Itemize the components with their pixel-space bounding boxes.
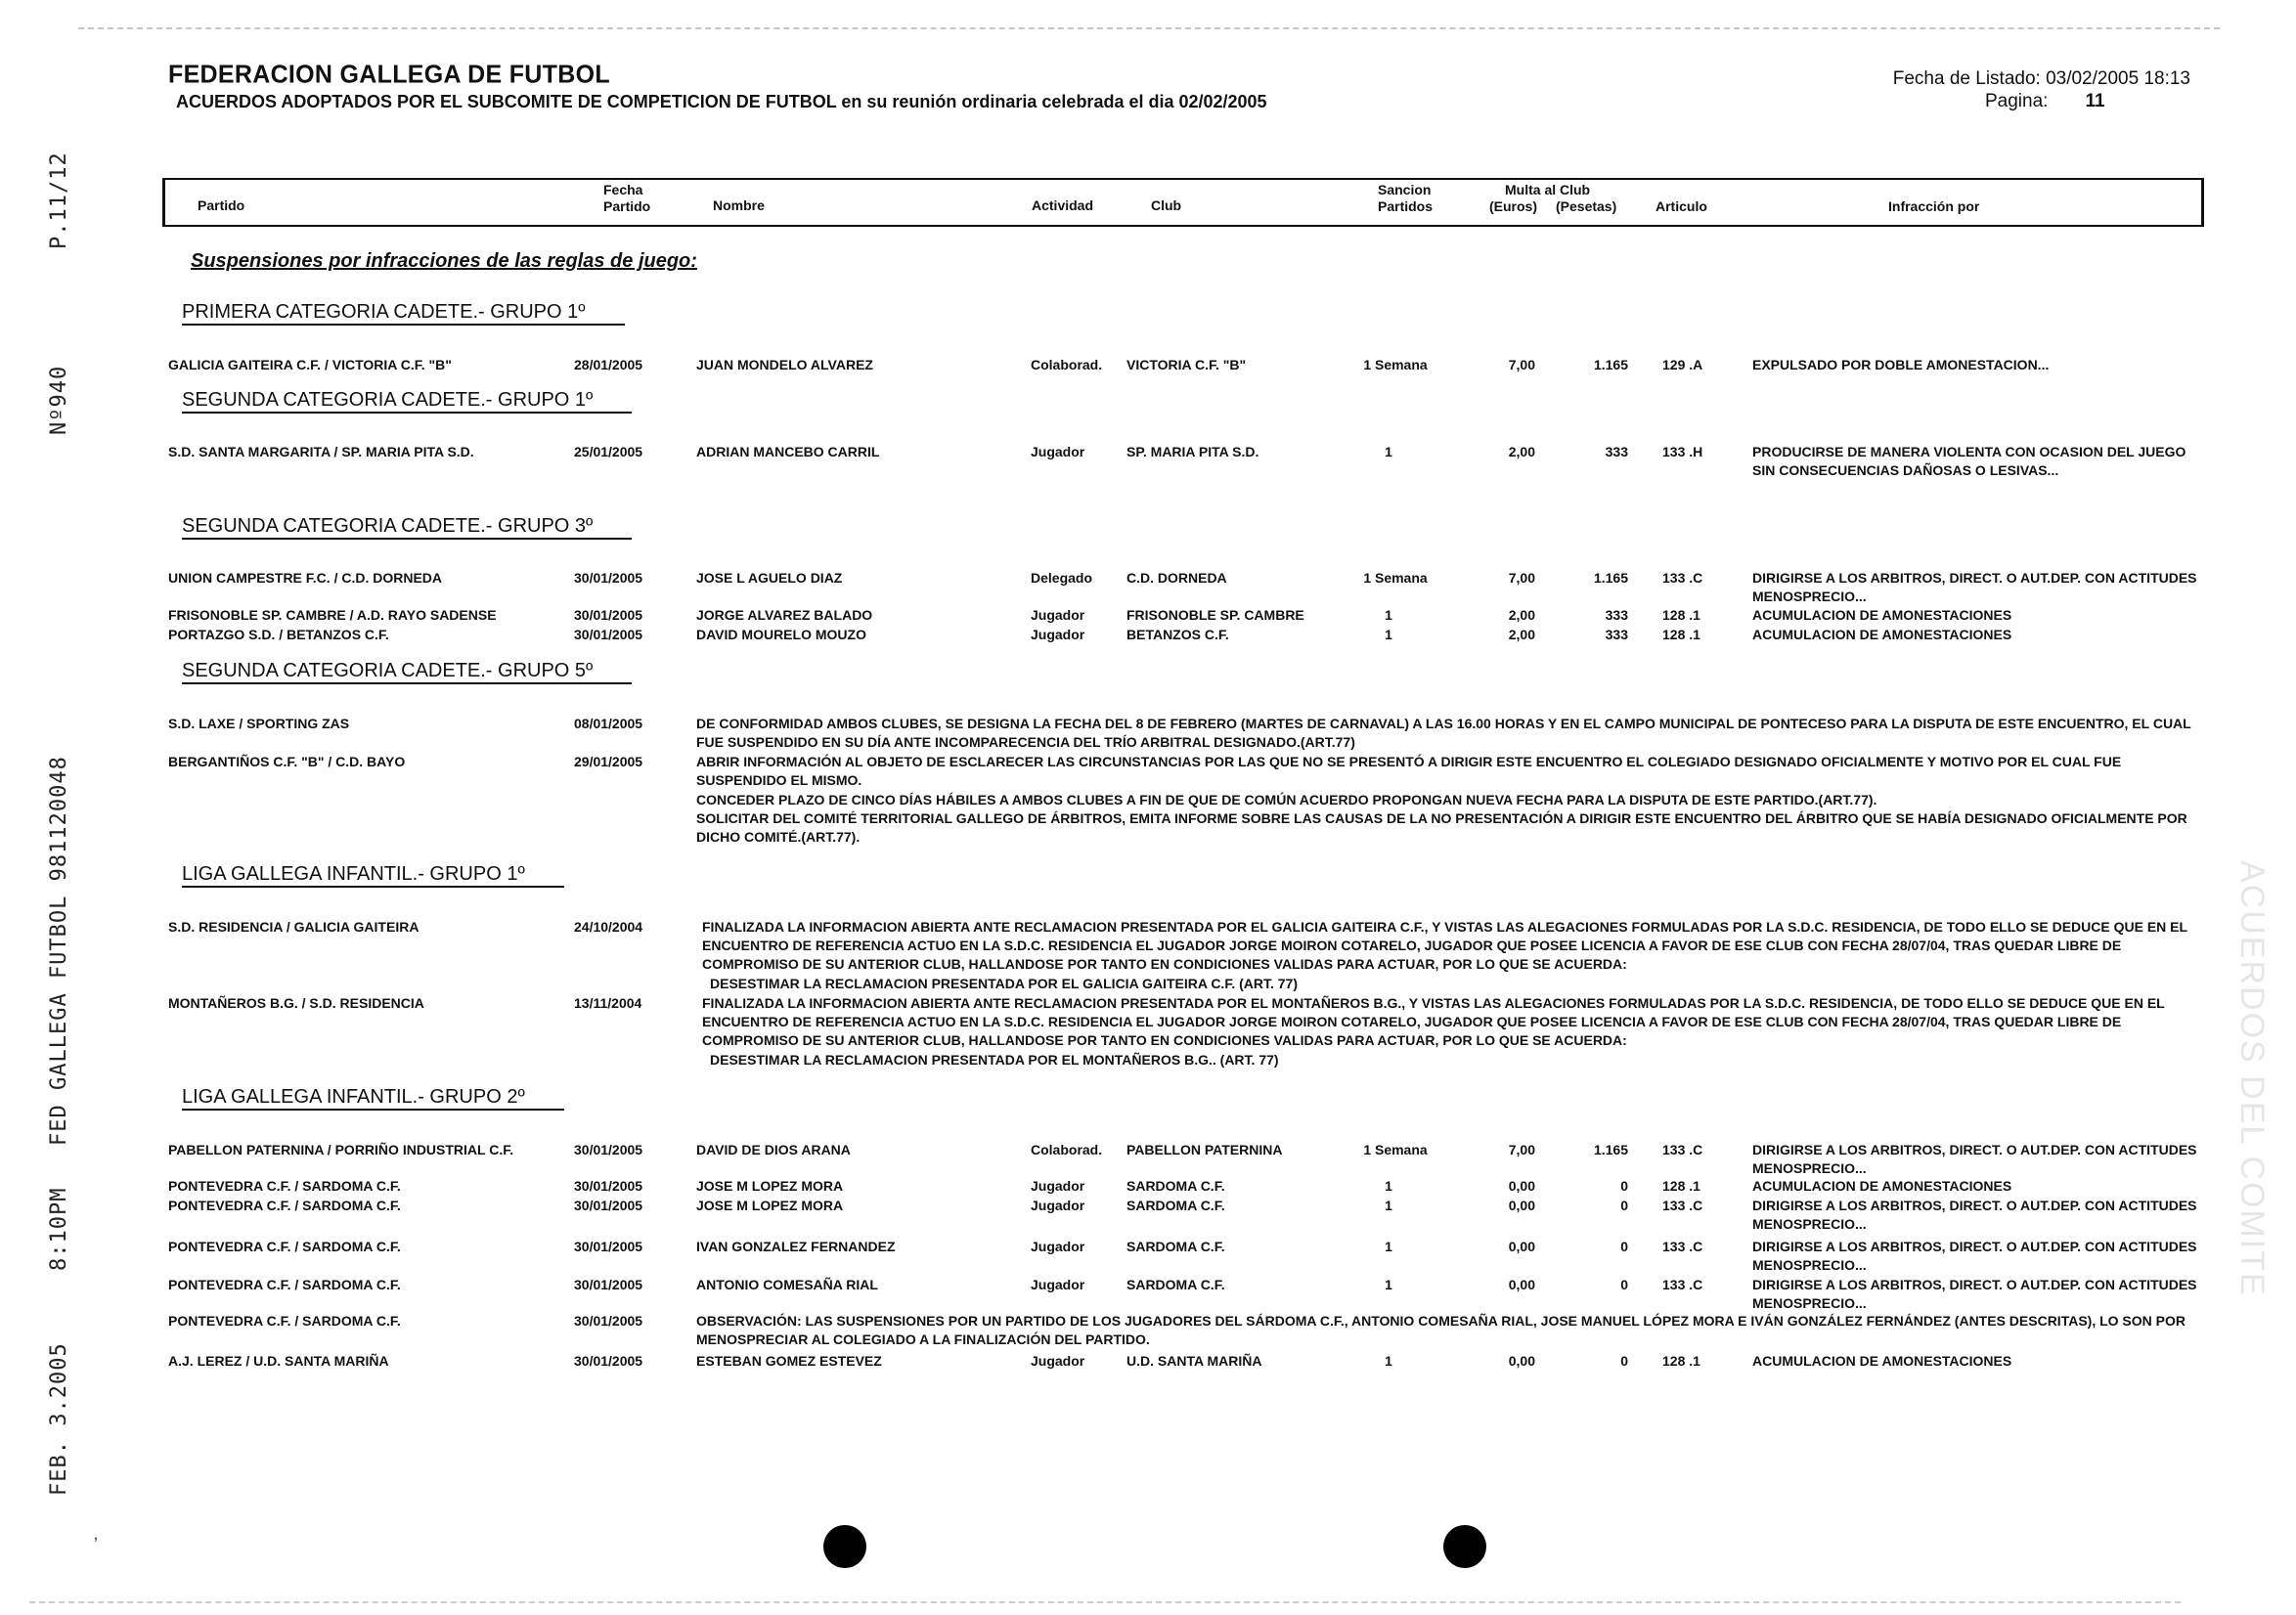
row-actividad: Jugador — [1031, 627, 1085, 642]
row-infraccion: EXPULSADO POR DOBLE AMONESTACION... — [1752, 357, 2050, 372]
row-fecha: 30/01/2005 — [574, 1198, 643, 1213]
row-nombre: DAVID MOURELO MOUZO — [696, 627, 866, 642]
row-pesetas: 333 — [1605, 627, 1628, 642]
group-title: SEGUNDA CATEGORIA CADETE.- GRUPO 5º — [182, 659, 632, 684]
row-partido: PONTEVEDRA C.F. / SARDOMA C.F. — [168, 1198, 401, 1213]
row-articulo: 128 .1 — [1662, 607, 1700, 623]
section-title: Suspensiones por infracciones de las reglas de juego: — [191, 250, 697, 272]
scan-mark: ʼ — [94, 1535, 98, 1554]
row-fecha: 30/01/2005 — [574, 1277, 643, 1292]
row-articulo: 133 .C — [1662, 1198, 1703, 1213]
row-pesetas: 333 — [1605, 444, 1628, 459]
subtitle-lower: en su reunión ordinaria celebrada el dia 02/02/2005 — [836, 92, 1267, 111]
row-club: SP. MARIA PITA S.D. — [1126, 444, 1259, 459]
row-observacion: ABRIR INFORMACIÓN AL OBJETO DE ESCLARECER LAS CIRCUNSTANCIAS POR LAS QUE NO SE PRESENTÓ A DIRIGIR ESTE ENCUENTRO EL COLEGIADO DESIGNADO OFICIALMENTE Y MOTIVO POR EL CUAL FUE SUSPENDIDO EL MISMO. — [696, 754, 2122, 788]
bleed-through-text: ACUERDOS DEL COMITE — [2233, 860, 2271, 1297]
row-euros: 0,00 — [1508, 1178, 1535, 1194]
row-sancion: 1 — [1385, 1178, 1392, 1194]
group-title: SEGUNDA CATEGORIA CADETE.- GRUPO 1º — [182, 388, 632, 414]
row-nombre: ESTEBAN GOMEZ ESTEVEZ — [696, 1353, 882, 1369]
col-sancion — [1378, 182, 1433, 215]
row-sancion: 1 — [1385, 1353, 1392, 1369]
column-header-box — [162, 178, 2204, 227]
row-partido: PONTEVEDRA C.F. / SARDOMA C.F. — [168, 1178, 401, 1194]
row-articulo: 133 .C — [1662, 1239, 1703, 1254]
row-euros: 0,00 — [1508, 1353, 1535, 1369]
row-euros: 2,00 — [1508, 627, 1535, 642]
row-actividad: Colaborad. — [1031, 357, 1103, 372]
listing-date — [1848, 68, 2190, 90]
row-pesetas: 333 — [1605, 607, 1628, 623]
scan-artifact-top — [78, 27, 2220, 29]
row-actividad: Jugador — [1031, 1198, 1085, 1213]
row-sancion: 1 — [1385, 607, 1392, 623]
page-number: 11 — [2085, 91, 2105, 111]
row-infraccion: DIRIGIRSE A LOS ARBITROS, DIRECT. O AUT.DEP. CON ACTITUDES MENOSPRECIO... — [1752, 1142, 2197, 1176]
row-partido: BERGANTIÑOS C.F. "B" / C.D. BAYO — [168, 754, 406, 769]
row-euros: 2,00 — [1508, 444, 1535, 459]
row-club: VICTORIA C.F. "B" — [1126, 357, 1247, 372]
row-fecha: 30/01/2005 — [574, 1353, 643, 1369]
row-infraccion: ACUMULACION DE AMONESTACIONES — [1752, 627, 2012, 642]
row-pesetas: 1.165 — [1593, 1142, 1628, 1157]
row-articulo: 133 .C — [1662, 1277, 1703, 1292]
row-observacion: FINALIZADA LA INFORMACION ABIERTA ANTE RECLAMACION PRESENTADA POR EL GALICIA GAITEIRA C.F., Y VISTAS LAS ALEGACIONES FORMULADAS POR LA S.D.C. RESIDENCIA, DE TODO ELLO SE DEDUCE QUE EN EL ENCUENTRO DE REFERENCIA ACTUO EN LA S.D.C. RESIDENCIA EL JUGADOR JORGE MOIRON COTARELO, JUGADOR QUE POSEE LICENCIA A FAVOR DE ESE CLUB CON FECHA 28/07/04, TRAS QUEDAR LIBRE DE COMPROMISO DE SU ANTERIOR CLUB, HALLANDOSE POR TANTO EN CONDICIONES VALIDAS PARA ACTUAR, POR LO QUE SE ACUERDA: — [702, 919, 2187, 972]
page-label: Pagina: — [1985, 91, 2049, 111]
row-partido: FRISONOBLE SP. CAMBRE / A.D. RAYO SADENSE — [168, 607, 497, 623]
col-actividad: Actividad — [1032, 197, 1094, 213]
row-pesetas: 0 — [1620, 1353, 1628, 1369]
row-observacion: OBSERVACIÓN: LAS SUSPENSIONES POR UN PARTIDO DE LOS JUGADORES DEL SÁRDOMA C.F., ANTONIO COMESAÑA RIAL, JOSE MANUEL LÓPEZ MORA E IVÁN GONZÁLEZ FERNÁNDEZ (ANTES DESCRITAS), LO SON POR MENOSPRECIAR AL COLEGIADO A LA FINALIZACIÓN DEL PARTIDO. — [696, 1313, 2186, 1347]
row-actividad: Jugador — [1031, 1353, 1085, 1369]
row-nombre: JOSE L AGUELO DIAZ — [696, 570, 843, 586]
row-pesetas: 1.165 — [1593, 357, 1628, 372]
row-nombre: JUAN MONDELO ALVAREZ — [696, 357, 873, 372]
col-sancion-2: Partidos — [1378, 198, 1434, 214]
row-sancion: 1 — [1385, 1277, 1392, 1292]
row-articulo: 128 .1 — [1662, 1178, 1700, 1194]
col-sancion-1: Sancion — [1378, 182, 1432, 197]
row-partido: S.D. SANTA MARGARITA / SP. MARIA PITA S.D. — [168, 444, 474, 459]
row-sancion: 1 Semana — [1363, 1142, 1428, 1157]
row-infraccion: DIRIGIRSE A LOS ARBITROS, DIRECT. O AUT.DEP. CON ACTITUDES MENOSPRECIO... — [1752, 1239, 2197, 1273]
row-sancion: 1 — [1385, 1198, 1392, 1213]
row-infraccion: DIRIGIRSE A LOS ARBITROS, DIRECT. O AUT.DEP. CON ACTITUDES MENOSPRECIO... — [1752, 570, 2197, 604]
row-partido: PONTEVEDRA C.F. / SARDOMA C.F. — [168, 1313, 401, 1329]
row-partido: S.D. LAXE / SPORTING ZAS — [168, 716, 350, 731]
row-euros: 2,00 — [1508, 607, 1535, 623]
row-club: C.D. DORNEDA — [1126, 570, 1227, 586]
organization-title: FEDERACION GALLEGA DE FUTBOL — [168, 60, 610, 89]
group-title: LIGA GALLEGA INFANTIL.- GRUPO 1º — [182, 862, 564, 888]
row-sancion: 1 Semana — [1363, 570, 1428, 586]
col-euros: (Euros) — [1489, 198, 1537, 214]
fax-number: Nº940 — [47, 365, 71, 435]
row-pesetas: 0 — [1620, 1277, 1628, 1292]
row-fecha: 13/11/2004 — [574, 995, 642, 1011]
row-partido: PONTEVEDRA C.F. / SARDOMA C.F. — [168, 1239, 401, 1254]
row-partido: UNION CAMPESTRE F.C. / C.D. DORNEDA — [168, 570, 443, 586]
row-nombre: JORGE ALVAREZ BALADO — [696, 607, 873, 623]
col-club: Club — [1151, 197, 1182, 213]
fax-page: P.11/12 — [47, 152, 71, 249]
row-observacion-2: CONCEDER PLAZO DE CINCO DÍAS HÁBILES A AMBOS CLUBES A FIN DE QUE DE COMÚN ACUERDO PROPONGAN NUEVA FECHA PARA LA DISPUTA DE ESTE PARTIDO.(ART.77). — [696, 792, 1877, 808]
col-fecha-1: Fecha — [603, 182, 643, 197]
group-title: PRIMERA CATEGORIA CADETE.- GRUPO 1º — [182, 300, 625, 326]
row-sancion: 1 — [1385, 444, 1392, 459]
page-indicator — [1985, 91, 2105, 112]
scan-artifact-bottom — [29, 1601, 2181, 1603]
row-euros: 7,00 — [1508, 570, 1535, 586]
row-pesetas: 0 — [1620, 1239, 1628, 1254]
row-euros: 7,00 — [1508, 1142, 1535, 1157]
row-club: SARDOMA C.F. — [1126, 1239, 1225, 1254]
row-nombre: ANTONIO COMESAÑA RIAL — [696, 1277, 878, 1292]
col-fecha — [603, 182, 650, 215]
row-nombre: DAVID DE DIOS ARANA — [696, 1142, 851, 1157]
row-nombre: ADRIAN MANCEBO CARRIL — [696, 444, 880, 459]
row-observacion-2: DESESTIMAR LA RECLAMACION PRESENTADA POR EL MONTAÑEROS B.G.. (ART. 77) — [710, 1052, 1279, 1068]
row-partido: MONTAÑEROS B.G. / S.D. RESIDENCIA — [168, 995, 424, 1011]
row-infraccion: ACUMULACION DE AMONESTACIONES — [1752, 607, 2012, 623]
row-partido: A.J. LEREZ / U.D. SANTA MARIÑA — [168, 1353, 389, 1369]
listing-date-label: Fecha de Listado: — [1892, 68, 2041, 89]
row-nombre: JOSE M LOPEZ MORA — [696, 1178, 844, 1194]
row-club: PABELLON PATERNINA — [1126, 1142, 1283, 1157]
row-fecha: 30/01/2005 — [574, 607, 643, 623]
row-actividad: Delegado — [1031, 570, 1093, 586]
row-partido: GALICIA GAITEIRA C.F. / VICTORIA C.F. "B" — [168, 357, 452, 372]
row-infraccion: PRODUCIRSE DE MANERA VIOLENTA CON OCASION DEL JUEGO SIN CONSECUENCIAS DAÑOSAS O LESIVAS... — [1752, 444, 2186, 478]
fax-date: FEB. 3.2005 — [47, 1342, 71, 1496]
row-club: BETANZOS C.F. — [1126, 627, 1229, 642]
col-articulo: Articulo — [1656, 198, 1707, 214]
row-partido: S.D. RESIDENCIA / GALICIA GAITEIRA — [168, 919, 419, 935]
row-pesetas: 1.165 — [1593, 570, 1628, 586]
row-infraccion: DIRIGIRSE A LOS ARBITROS, DIRECT. O AUT.DEP. CON ACTITUDES MENOSPRECIO... — [1752, 1277, 2197, 1311]
row-observacion-2: DESESTIMAR LA RECLAMACION PRESENTADA POR EL GALICIA GAITEIRA C.F. (ART. 77) — [710, 976, 1298, 991]
row-club: U.D. SANTA MARIÑA — [1126, 1353, 1262, 1369]
col-nombre: Nombre — [713, 197, 765, 213]
row-actividad: Jugador — [1031, 444, 1085, 459]
row-infraccion: DIRIGIRSE A LOS ARBITROS, DIRECT. O AUT.DEP. CON ACTITUDES MENOSPRECIO... — [1752, 1198, 2197, 1232]
punch-hole-right — [1443, 1525, 1486, 1568]
row-articulo: 133 .C — [1662, 1142, 1703, 1157]
group-title: LIGA GALLEGA INFANTIL.- GRUPO 2º — [182, 1085, 564, 1111]
row-articulo: 133 .C — [1662, 570, 1703, 586]
row-fecha: 30/01/2005 — [574, 1239, 643, 1254]
row-club: SARDOMA C.F. — [1126, 1277, 1225, 1292]
row-fecha: 30/01/2005 — [574, 570, 643, 586]
fax-sender: FED GALLEGA FUTBOL 981120048 — [47, 756, 71, 1146]
row-pesetas: 0 — [1620, 1178, 1628, 1194]
row-actividad: Colaborad. — [1031, 1142, 1103, 1157]
row-actividad: Jugador — [1031, 1178, 1085, 1194]
row-articulo: 133 .H — [1662, 444, 1703, 459]
col-partido: Partido — [198, 197, 245, 213]
row-observacion-3: SOLICITAR DEL COMITÉ TERRITORIAL GALLEGO DE ÁRBITROS, EMITA INFORME SOBRE LAS CAUSAS DE LA NO PRESENTACIÓN A DIRIGIR ESTE ENCUENTRO DEL ÁRBITRO QUE SE HABÍA DESIGNADO OFICIALMENTE POR DICHO COMITÉ.(ART.77). — [696, 810, 2187, 845]
row-nombre: JOSE M LOPEZ MORA — [696, 1198, 844, 1213]
row-sancion: 1 — [1385, 1239, 1392, 1254]
row-euros: 0,00 — [1508, 1277, 1535, 1292]
row-actividad: Jugador — [1031, 1239, 1085, 1254]
listing-date-value: 03/02/2005 18:13 — [2046, 68, 2190, 89]
row-club: SARDOMA C.F. — [1126, 1198, 1225, 1213]
row-actividad: Jugador — [1031, 1277, 1085, 1292]
row-fecha: 30/01/2005 — [574, 1313, 643, 1329]
row-pesetas: 0 — [1620, 1198, 1628, 1213]
row-sancion: 1 Semana — [1363, 357, 1428, 372]
row-articulo: 128 .1 — [1662, 1353, 1700, 1369]
row-partido: PONTEVEDRA C.F. / SARDOMA C.F. — [168, 1277, 401, 1292]
row-fecha: 30/01/2005 — [574, 1142, 643, 1157]
punch-hole-left — [823, 1525, 866, 1568]
row-euros: 7,00 — [1508, 357, 1535, 372]
row-euros: 0,00 — [1508, 1198, 1535, 1213]
document-subtitle — [176, 92, 1267, 112]
row-infraccion: ACUMULACION DE AMONESTACIONES — [1752, 1353, 2012, 1369]
col-multa: Multa al Club — [1505, 182, 1591, 197]
row-actividad: Jugador — [1031, 607, 1085, 623]
col-pesetas: (Pesetas) — [1556, 198, 1617, 214]
row-fecha: 24/10/2004 — [574, 919, 643, 935]
row-fecha: 08/01/2005 — [574, 716, 643, 731]
fax-time: 8:10PM — [47, 1187, 71, 1271]
row-articulo: 128 .1 — [1662, 627, 1700, 642]
row-club: FRISONOBLE SP. CAMBRE — [1126, 607, 1304, 623]
col-infraccion: Infracción por — [1888, 198, 1980, 214]
group-title: SEGUNDA CATEGORIA CADETE.- GRUPO 3º — [182, 514, 632, 540]
row-fecha: 25/01/2005 — [574, 444, 643, 459]
row-fecha: 30/01/2005 — [574, 1178, 643, 1194]
row-club: SARDOMA C.F. — [1126, 1178, 1225, 1194]
row-fecha: 28/01/2005 — [574, 357, 643, 372]
row-euros: 0,00 — [1508, 1239, 1535, 1254]
row-sancion: 1 — [1385, 627, 1392, 642]
row-nombre: IVAN GONZALEZ FERNANDEZ — [696, 1239, 896, 1254]
row-observacion: DE CONFORMIDAD AMBOS CLUBES, SE DESIGNA LA FECHA DEL 8 DE FEBRERO (MARTES DE CARNAVAL) A LAS 16.00 HORAS Y EN EL CAMPO MUNICIPAL DE PONTECESO PARA LA DISPUTA DE ESTE ENCUENTRO, EL CUAL FUE SUSPENDIDO EN SU DÍA ANTE INCOMPARECENCIA DEL TRÍO ARBITRAL DESIGNADO.(ART.77) — [696, 716, 2191, 750]
row-fecha: 30/01/2005 — [574, 627, 643, 642]
row-partido: PORTAZGO S.D. / BETANZOS C.F. — [168, 627, 389, 642]
row-infraccion: ACUMULACION DE AMONESTACIONES — [1752, 1178, 2012, 1194]
row-partido: PABELLON PATERNINA / PORRIÑO INDUSTRIAL C.F. — [168, 1142, 514, 1157]
subtitle-upper: ACUERDOS ADOPTADOS POR EL SUBCOMITE DE COMPETICION DE FUTBOL — [176, 92, 837, 111]
col-fecha-2: Partido — [603, 198, 651, 214]
row-fecha: 29/01/2005 — [574, 754, 643, 769]
row-observacion: FINALIZADA LA INFORMACION ABIERTA ANTE RECLAMACION PRESENTADA POR EL MONTAÑEROS B.G., Y VISTAS LAS ALEGACIONES FORMULADAS POR LA S.D.C. RESIDENCIA, DE TODO ELLO SE DEDUCE QUE EN EL ENCUENTRO DE REFERENCIA ACTUO EN LA S.D.C. RESIDENCIA EL JUGADOR JORGE MOIRON COTARELO, JUGADOR QUE POSEE LICENCIA A FAVOR DE ESE CLUB CON FECHA 28/07/04, TRAS QUEDAR LIBRE DE COMPROMISO DE SU ANTERIOR CLUB, HALLANDOSE POR TANTO EN CONDICIONES VALIDAS PARA ACTUAR, POR LO QUE SE ACUERDA: — [702, 995, 2165, 1048]
row-articulo: 129 .A — [1662, 357, 1703, 372]
